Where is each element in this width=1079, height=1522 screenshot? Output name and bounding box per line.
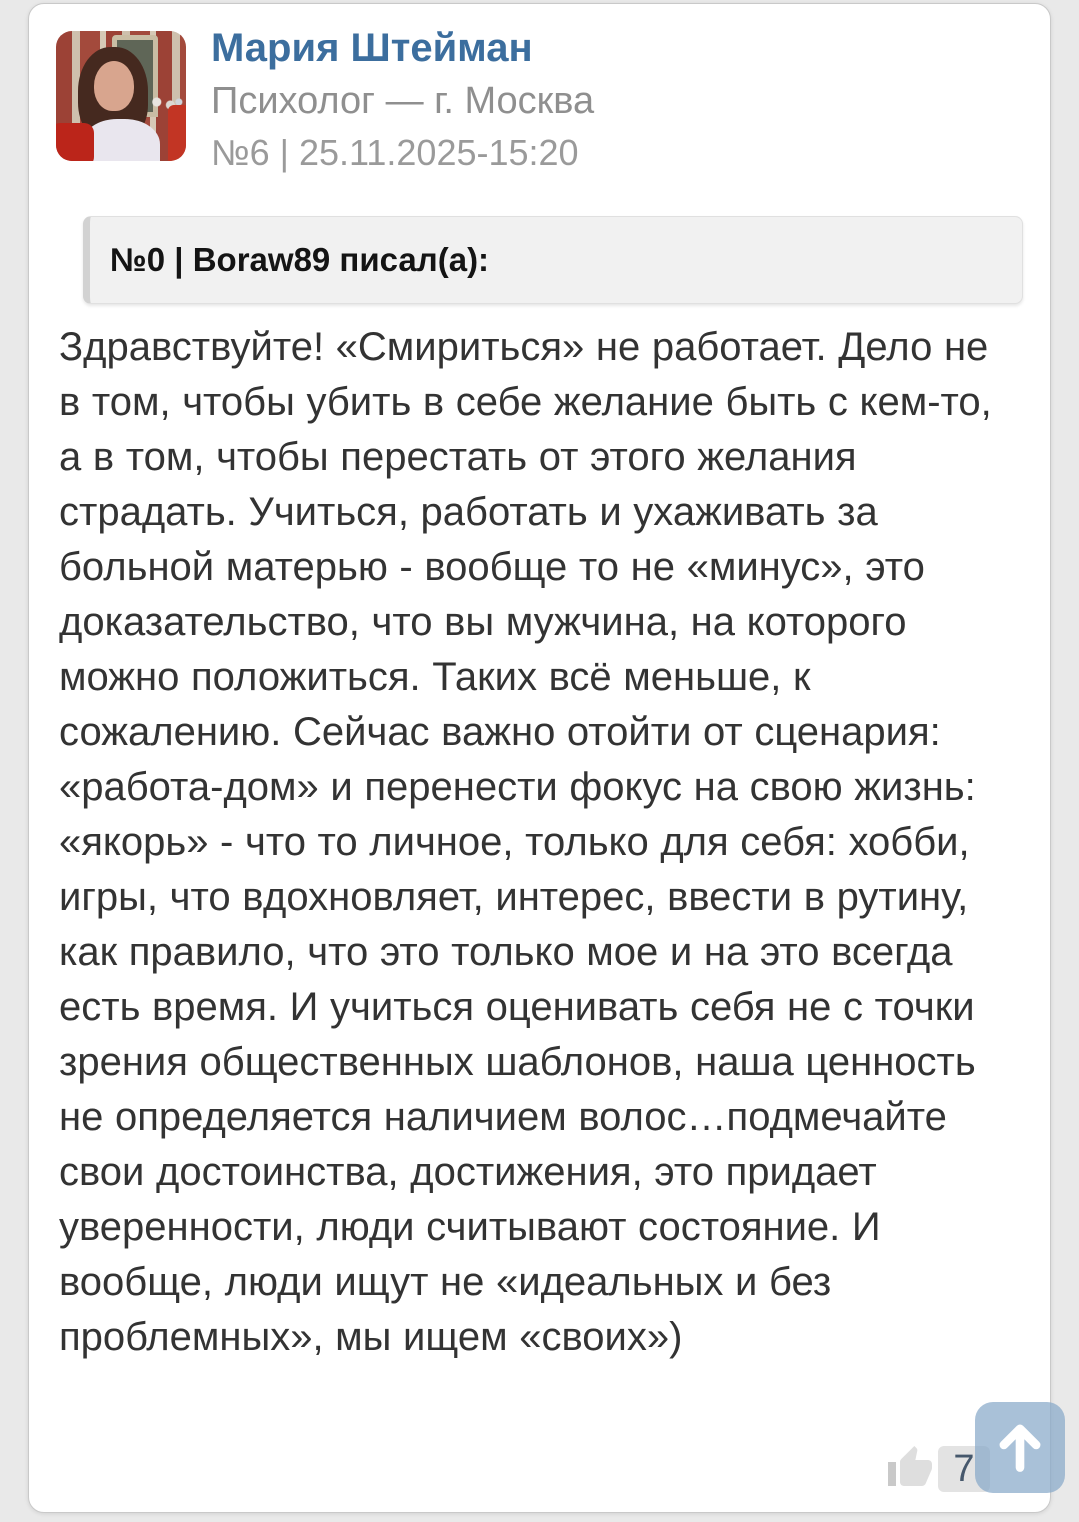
quoted-post-header: №0 | Boraw89 писал(а): xyxy=(110,241,490,278)
like-button[interactable] xyxy=(880,1444,940,1492)
post-body-text: Здравствуйте! «Смириться» не работает. Дело не в том, чтобы убить в себе желание быть с кем-то, а в том, чтобы перестать от этого желания страдать. Учиться, работать и ухаживать за больной матерью - вообще то не «минус», это доказательство, что вы мужчина, на которого можно положиться. Таких всё меньше, к сожалению. Сейчас важно отойти от сценария: «работа-дом» и перенести фокус на свою жизнь: «якорь» - что то личное, только для себя: хобби, игры, что вдохновляет, интерес, ввести в рутину, как правило, что это только мое и на это всегда есть время. И учиться оценивать себя не с точки зрения общественных шаблонов, наша ценность не определяется наличием волос…подмечайте свои достоинства, достижения, это придает уверенности, люди считывают состояние. И вообще, люди ищут не «идеальных и без проблемных», мы ищем «своих») xyxy=(59,325,992,1359)
thumb-up-icon xyxy=(883,1480,937,1495)
avatar-scene-face xyxy=(94,61,134,111)
scroll-to-top-button[interactable] xyxy=(975,1402,1065,1493)
author-avatar[interactable] xyxy=(56,31,186,161)
author-role-location: Психолог — г. Москва xyxy=(211,80,595,122)
post-card xyxy=(28,3,1051,1513)
arrow-up-icon xyxy=(994,1418,1046,1477)
post-number-and-date: №6 | 25.11.2025-15:20 xyxy=(211,132,579,173)
avatar-scene-red-pole xyxy=(168,105,186,161)
author-name-link[interactable]: Мария Штейман xyxy=(211,26,533,70)
quoted-post-block[interactable] xyxy=(83,216,1023,304)
avatar-scene-red-object xyxy=(56,123,94,161)
like-count-badge[interactable]: 7 xyxy=(938,1446,990,1492)
